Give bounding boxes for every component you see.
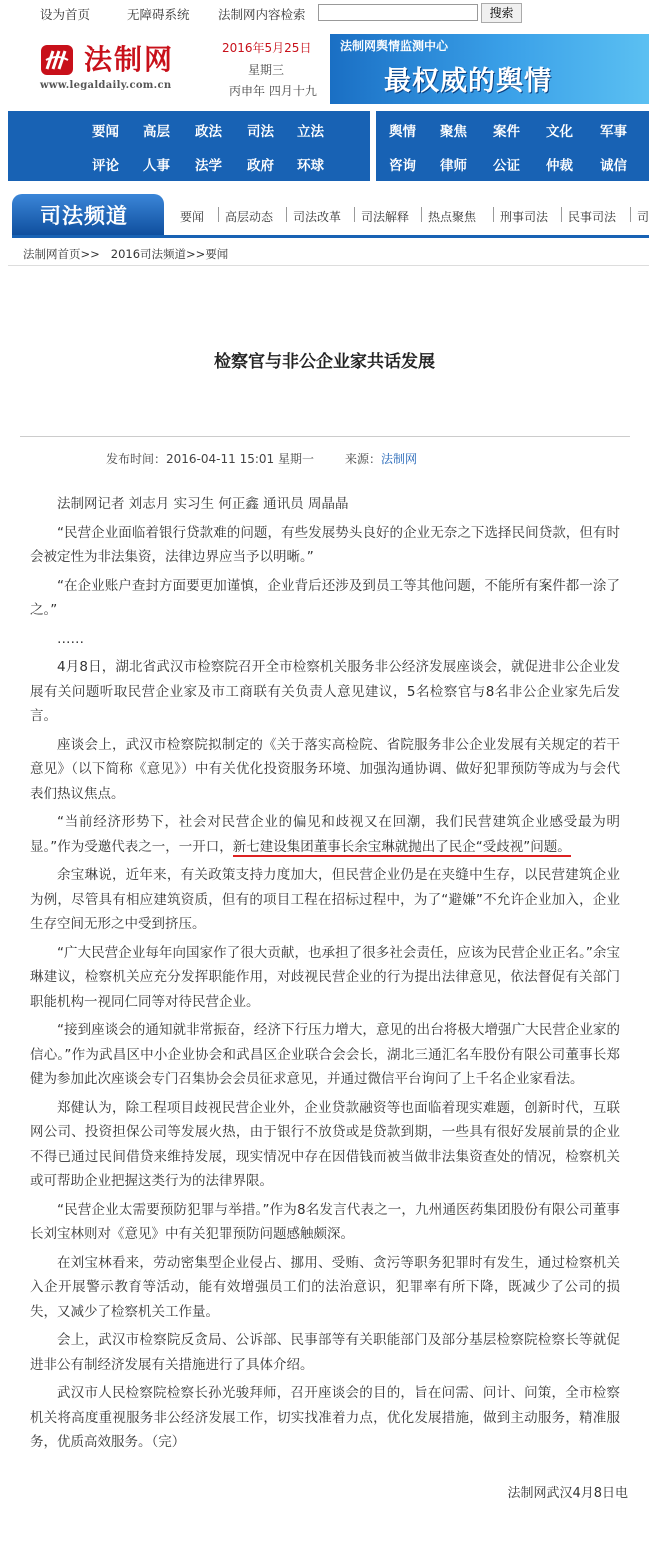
set-homepage-link[interactable]: 设为首页 bbox=[40, 7, 91, 22]
search-input[interactable] bbox=[318, 4, 478, 21]
article-paragraph: “广大民营企业每年向国家作了很大贡献，也承担了很多社会责任，应该为民营企业正名。”余宝琳建议，检察机关应充分发挥职能作用，对歧视民营企业的行为提出法律意见，依法督促有关部门职能机构一视同仁同等对待民营企业。 bbox=[30, 944, 620, 1010]
nav-item[interactable]: 咨询 bbox=[389, 158, 416, 174]
article-title: 检察官与非公企业家共话发展 bbox=[214, 352, 435, 372]
article-body bbox=[30, 492, 620, 1459]
paragraph-text: “当前经济形势下，社会对民营企业的偏见和歧视又在回潮，我们民营建筑企业感受最为明显。”作为受邀代表之一，一开口， bbox=[30, 814, 620, 855]
nav-item[interactable]: 司法 bbox=[247, 124, 274, 140]
nav-item[interactable]: 立法 bbox=[297, 124, 324, 140]
breadcrumb-home[interactable]: 法制网首页 bbox=[23, 247, 81, 261]
nav-item[interactable]: 高层 bbox=[143, 124, 170, 140]
nav-item[interactable]: 评论 bbox=[92, 158, 119, 174]
channel-separator bbox=[421, 207, 422, 222]
channel-separator bbox=[218, 207, 219, 222]
channel-separator bbox=[286, 207, 287, 222]
channel-link[interactable]: 司法改革 bbox=[293, 210, 342, 224]
channel-link[interactable]: 要闻 bbox=[180, 210, 205, 224]
article-dateline: 法制网武汉4月8日电 bbox=[507, 1486, 628, 1501]
article-paragraph: “民营企业太需要预防犯罪与举措。”作为8名发言代表之一，九州通医药集团股份有限公司董事长刘宝林则对《意见》中有关犯罪预防问题感触颇深。 bbox=[30, 1201, 620, 1242]
article-paragraph: …… bbox=[57, 630, 84, 647]
nav-item[interactable]: 人事 bbox=[143, 158, 170, 174]
nav-item[interactable]: 诚信 bbox=[600, 158, 627, 174]
current-date: 2016年5月25日 bbox=[222, 41, 312, 55]
article-paragraph: 会上，武汉市检察院反贪局、公诉部、民事部等有关职能部门及部分基层检察院检察长等就促进非公有制经济发展有关措施进行了具体介绍。 bbox=[30, 1332, 620, 1373]
channel-link[interactable]: 司法解释 bbox=[361, 210, 410, 224]
channel-underline bbox=[12, 235, 649, 238]
search-label: 法制网内容检索 bbox=[218, 7, 306, 22]
top-links-bar bbox=[0, 0, 649, 26]
banner-slogan: 最权威的舆情 bbox=[384, 66, 552, 97]
article-paragraph: “民营企业面临着银行贷款难的问题，有些发展势头良好的企业无奈之下选择民间贷款，但有时会被定性为非法集资，法律边界应当予以明晰。” bbox=[30, 524, 620, 565]
nav-item[interactable]: 聚焦 bbox=[440, 124, 467, 140]
nav-item[interactable]: 政法 bbox=[195, 124, 222, 140]
nav-item[interactable]: 法学 bbox=[195, 158, 222, 174]
source-info bbox=[345, 450, 417, 467]
search-button[interactable]: 搜索 bbox=[481, 3, 522, 23]
channel-link[interactable]: 民事司法 bbox=[568, 210, 617, 224]
channel-link[interactable]: 热点聚焦 bbox=[428, 210, 477, 224]
nav-item[interactable]: 军事 bbox=[600, 124, 627, 140]
publish-info bbox=[106, 450, 314, 467]
nav-item[interactable]: 政府 bbox=[247, 158, 274, 174]
channel-link[interactable]: 高层动态 bbox=[225, 210, 274, 224]
article-paragraph: “接到座谈会的通知就非常振奋，经济下行压力增大，意见的出台将极大增强广大民营企业家的信心。”作为武昌区中小企业协会和武昌区企业联合会会长，湖北三通汇名车股份有限公司董事长郑健为参加此次座谈会专门召集协会会员征求意见，并通过微信平台询问了上千名企业家看法。 bbox=[30, 1022, 620, 1087]
nav-divider bbox=[370, 111, 376, 181]
breadcrumb-current[interactable]: 要闻 bbox=[205, 247, 229, 261]
channel-separator bbox=[354, 207, 355, 222]
breadcrumb bbox=[23, 246, 228, 262]
article-paragraph: 在刘宝林看来，劳动密集型企业侵占、挪用、受贿、贪污等职务犯罪时有发生，通过检察机关入企开展警示教育等活动，能有效增强员工们的法治意识，犯罪率有所下降，既减少了公司的损失，又减少了检察机关工作量。 bbox=[30, 1254, 620, 1320]
channel-link[interactable]: 司 bbox=[637, 210, 649, 224]
logo-icon[interactable] bbox=[40, 43, 74, 77]
channel-separator bbox=[493, 207, 494, 222]
nav-item[interactable]: 要闻 bbox=[92, 124, 119, 140]
channel-title: 司法频道 bbox=[40, 204, 128, 228]
breadcrumb-sep: >> bbox=[186, 247, 206, 261]
nav-item[interactable]: 仲裁 bbox=[546, 158, 573, 174]
lunar-date: 丙申年 四月十九 bbox=[229, 84, 317, 98]
opinion-monitor-banner[interactable] bbox=[330, 34, 649, 104]
site-logo-text[interactable]: 法制网 bbox=[84, 43, 175, 76]
article-paragraph: “在企业账户查封方面要更加谨慎，企业背后还涉及到员工等其他问题，不能所有案件都一涂了之。” bbox=[30, 577, 620, 618]
main-nav bbox=[8, 111, 649, 181]
nav-item[interactable]: 舆情 bbox=[389, 124, 416, 140]
site-url: www.legaldaily.com.cn bbox=[40, 80, 172, 91]
nav-item[interactable]: 律师 bbox=[440, 158, 467, 174]
publish-label: 发布时间： bbox=[106, 452, 167, 466]
accessibility-link[interactable]: 无障碍系统 bbox=[127, 7, 190, 22]
nav-item[interactable]: 案件 bbox=[493, 124, 520, 140]
breadcrumb-sep: >> bbox=[80, 247, 100, 261]
channel-title-tab[interactable] bbox=[12, 194, 164, 235]
banner-subtitle: 法制网舆情监测中心 bbox=[340, 39, 449, 53]
article-paragraph: 座谈会上，武汉市检察院拟制定的《关于落实高检院、省院服务非公企业发展有关规定的若干意见》（以下简称《意见》）中有关优化投资服务环境、加强沟通协调、做好犯罪预防等成为与会代表们热议焦点。 bbox=[30, 736, 620, 802]
article-paragraph: 4月8日，湖北省武汉市检察院召开全市检察机关服务非公经济发展座谈会，就促进非公企业发展有关问题听取民营企业家及市工商联有关负责人意见建议，5名检察官与8名非公企业家先后发言。 bbox=[30, 659, 620, 724]
nav-item[interactable]: 文化 bbox=[546, 124, 573, 140]
nav-item[interactable]: 环球 bbox=[297, 158, 324, 174]
publish-time: 2016-04-11 15:01 星期一 bbox=[166, 452, 314, 466]
channel-separator bbox=[630, 207, 631, 222]
article-paragraph: 余宝琳说，近年来，有关政策支持力度加大，但民营企业仍是在夹缝中生存，以民营建筑企业为例，尽管具有相应建筑资质，但有的项目工程在招标过程中，为了“避嫌”不允许企业加入，企业生存空间无形之中受到挤压。 bbox=[30, 867, 620, 932]
meta-divider bbox=[20, 436, 630, 437]
channel-link[interactable]: 刑事司法 bbox=[500, 210, 549, 224]
breadcrumb-divider bbox=[8, 265, 649, 266]
article-paragraph: 法制网记者 刘志月 实习生 何正鑫 通讯员 周晶晶 bbox=[57, 496, 349, 512]
source-label: 来源： bbox=[345, 452, 382, 466]
underlined-quote: 新七建设集团董事长余宝琳就抛出了民企“受歧视”问题。 bbox=[232, 838, 571, 855]
article-paragraph-highlighted bbox=[30, 810, 620, 859]
source-link[interactable]: 法制网 bbox=[381, 452, 418, 466]
article-paragraph: 武汉市人民检察院检察长孙光骏拜师，召开座谈会的目的，旨在问需、问计、问策，全市检察机关将高度重视服务非公经济发展工作，切实找准着力点，优化发展措施，做到主动服务，精准服务，优质高效服务。（完） bbox=[30, 1385, 620, 1450]
article-paragraph: 郑健认为，除工程项目歧视民营企业外，企业贷款融资等也面临着现实难题，创新时代，互联网公司、投资担保公司等发展火热，由于银行不放贷或是贷款到期，一些具有很好发展前景的企业不得已通过民间借贷来维持发展，现实情况中存在因借钱而被当做非法集资查处的情况，检察机关或可帮助企业把握这类行为的法律界限。 bbox=[30, 1099, 620, 1189]
breadcrumb-channel[interactable]: 2016司法频道 bbox=[110, 247, 187, 261]
channel-separator bbox=[561, 207, 562, 222]
current-weekday: 星期三 bbox=[248, 63, 285, 77]
nav-item[interactable]: 公证 bbox=[493, 158, 520, 174]
